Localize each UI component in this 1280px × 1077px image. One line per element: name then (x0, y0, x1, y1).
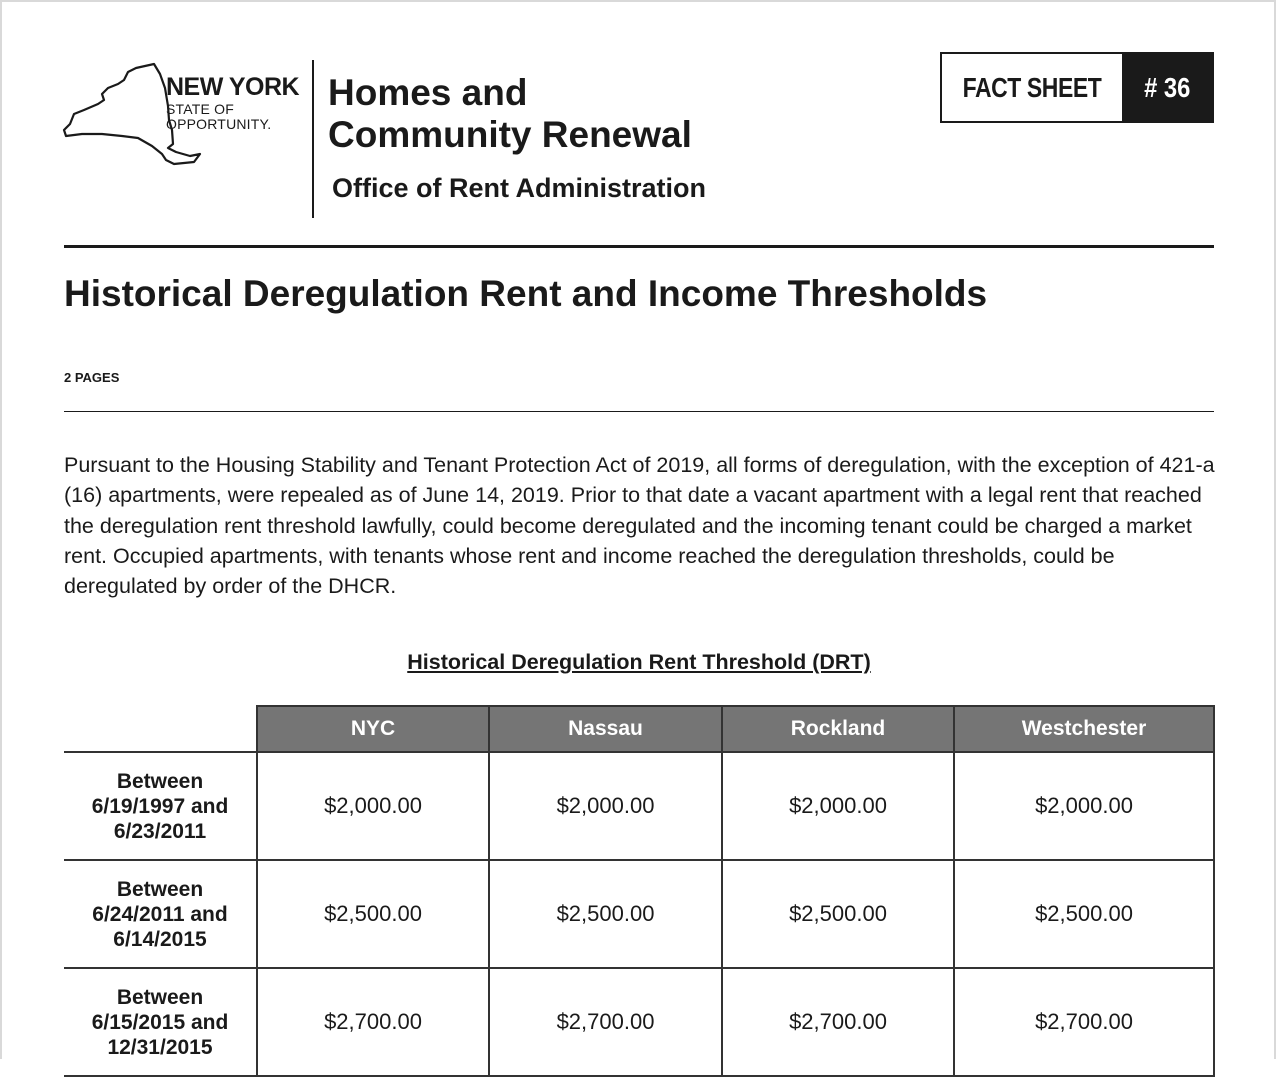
value-cell-nassau: $2,000.00 (489, 752, 722, 860)
period-line: 6/14/2015 (113, 927, 207, 951)
logo-tagline (166, 102, 271, 132)
section-rule (64, 411, 1214, 412)
period-line: 6/24/2011 and (92, 902, 228, 926)
table-heading: Historical Deregulation Rent Threshold (DRT) (407, 650, 871, 674)
logo-tagline-line2: OPPORTUNITY. (166, 116, 272, 132)
column-header-westchester: Westchester (954, 706, 1214, 752)
intro-paragraph: Pursuant to the Housing Stability and Tenant Protection Act of 2019, all forms of deregulation, with the exception of 421-a (16) apartments, were repealed as of June 14, 2019. Prior to that date a vacant apartment with a legal rent that reached the deregulation rent threshold lawfully, could become deregulated and the incoming tenant could be charged a market rent. Occupied apartments, with tenants whose rent and income reached the deregulation thresholds, could be deregulated by order of the DHCR. (64, 453, 1215, 599)
agency-name (328, 72, 692, 156)
header-rule (64, 245, 1214, 248)
value-cell-nyc: $2,500.00 (257, 860, 489, 968)
period-line: Between (116, 769, 204, 793)
value-cell-nyc: $2,700.00 (257, 968, 489, 1076)
fact-sheet-number (1122, 54, 1212, 121)
period-cell (64, 860, 257, 968)
fact-sheet-badge (940, 52, 1214, 123)
column-header-rockland: Rockland (722, 706, 954, 752)
value-cell-rockland: $2,700.00 (722, 968, 954, 1076)
header-divider (312, 60, 314, 218)
value-cell-westchester: $2,500.00 (954, 860, 1214, 968)
period-line: 6/15/2015 and (91, 1010, 229, 1034)
value-cell-westchester: $2,000.00 (954, 752, 1214, 860)
fact-sheet-label: FACT SHEET (962, 71, 1102, 103)
fact-sheet-number-text: # 36 (1143, 71, 1191, 103)
logo-tagline-line1: STATE OF (166, 101, 234, 117)
value-cell-westchester: $2,700.00 (954, 968, 1214, 1076)
column-header-nyc: NYC (257, 706, 489, 752)
value-cell-rockland: $2,000.00 (722, 752, 954, 860)
column-header-nassau: Nassau (489, 706, 722, 752)
period-line: Between (116, 985, 204, 1009)
table-row (64, 860, 1214, 968)
period-line: 12/31/2015 (107, 1035, 213, 1059)
header-blank-cell (64, 706, 257, 752)
value-cell-nassau: $2,700.00 (489, 968, 722, 1076)
value-cell-nyc: $2,000.00 (257, 752, 489, 860)
table-row (64, 968, 1214, 1076)
office-name: Office of Rent Administration (332, 173, 707, 203)
period-line: 6/23/2011 (113, 819, 207, 843)
table-row (64, 752, 1214, 860)
page-count: 2 PAGES (64, 370, 120, 385)
period-cell (64, 968, 257, 1076)
period-cell (64, 752, 257, 860)
agency-name-line1: Homes and (328, 72, 528, 113)
table-header-row (64, 706, 1214, 752)
period-line: 6/19/1997 and (91, 794, 229, 818)
agency-name-line2: Community Renewal (328, 114, 692, 155)
drt-table (64, 705, 1215, 1077)
period-line: Between (116, 877, 204, 901)
document-title: Historical Deregulation Rent and Income Thresholds (64, 273, 988, 314)
logo-new-york: NEW YORK (166, 73, 300, 101)
value-cell-nassau: $2,500.00 (489, 860, 722, 968)
value-cell-rockland: $2,500.00 (722, 860, 954, 968)
